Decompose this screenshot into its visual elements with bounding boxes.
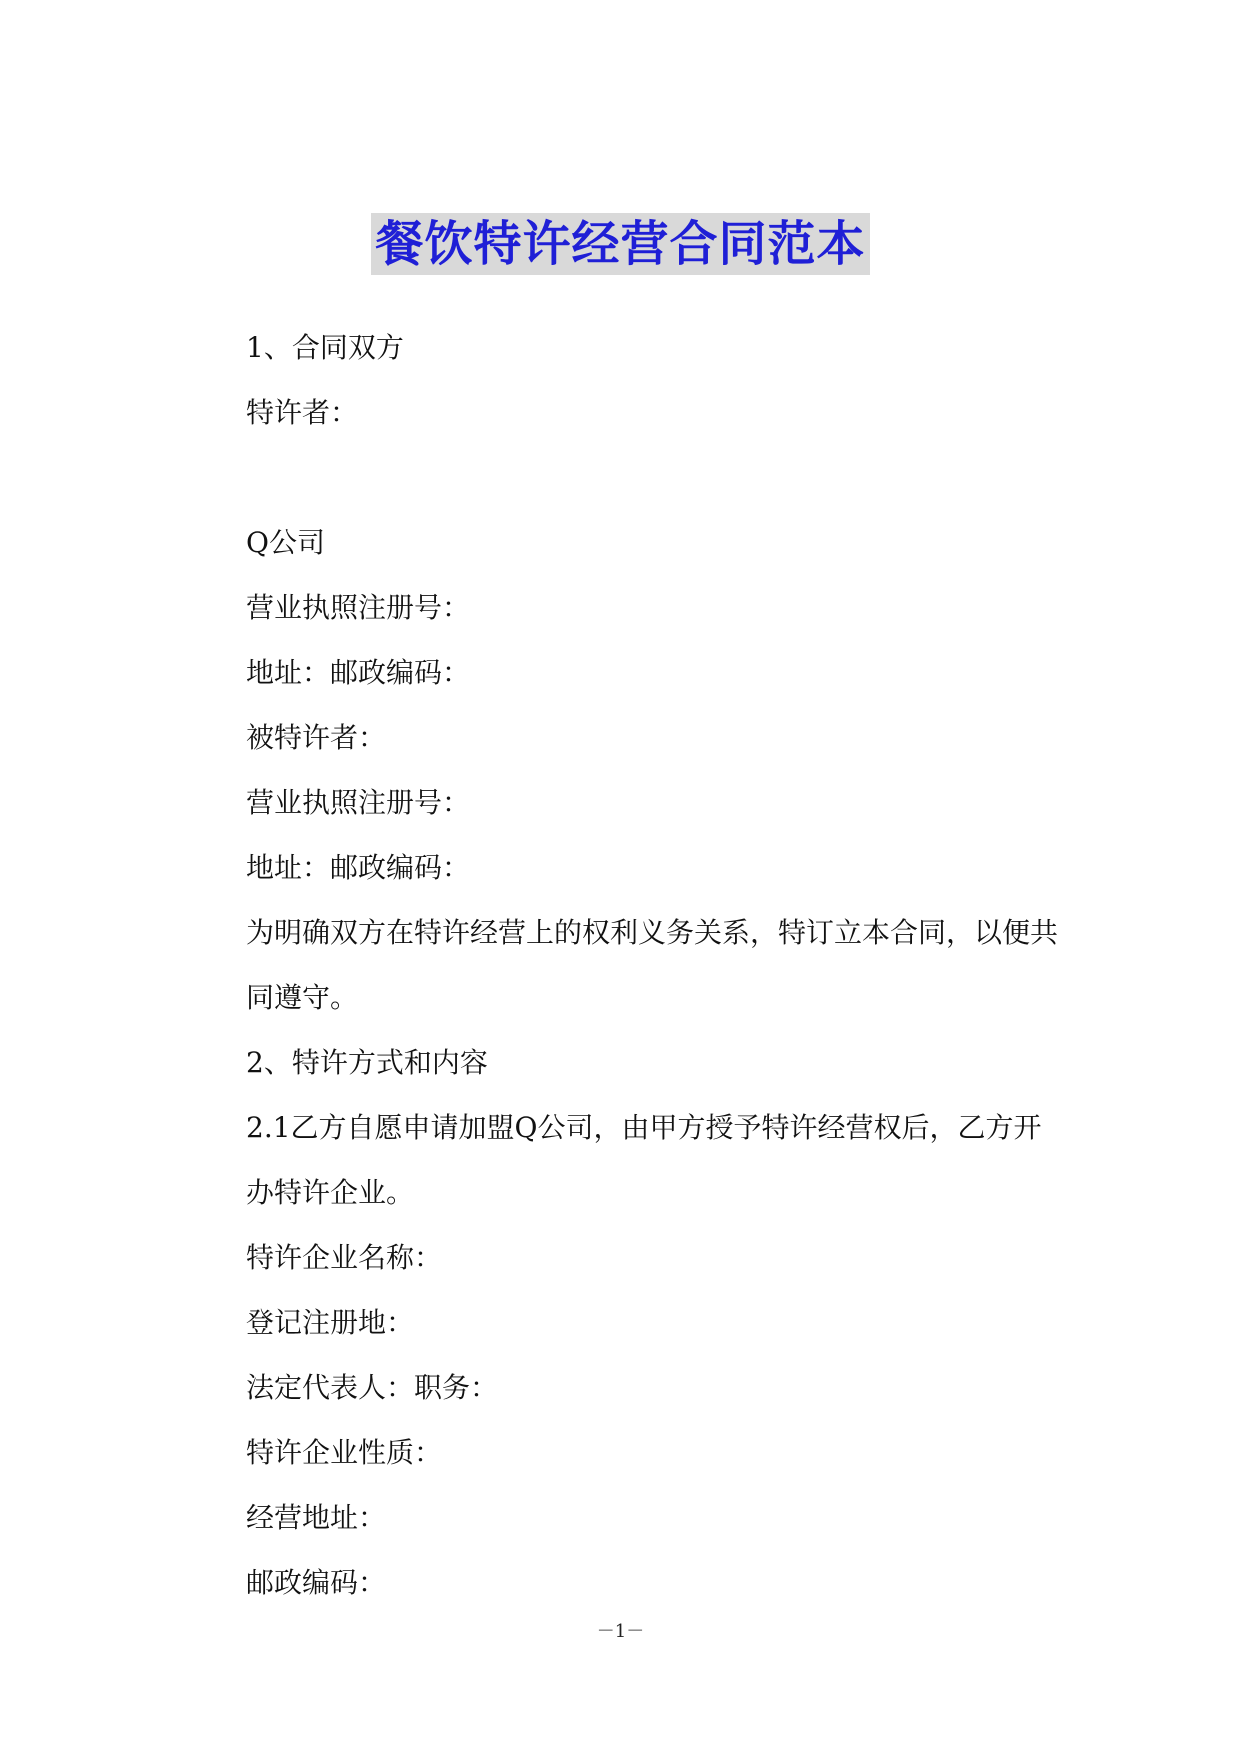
paragraph: 2.1乙方自愿申请加盟Q公司，由甲方授予特许经营权后，乙方开办特许企业。 (246, 1111, 1042, 1209)
paragraph: 登记注册地： (246, 1306, 415, 1339)
document-title: 餐饮特许经营合同范本 (371, 213, 869, 275)
paragraph: Q公司 (246, 526, 325, 559)
paragraph: 邮政编码： (246, 1566, 387, 1599)
paragraph: 地址：邮政编码： (246, 851, 471, 884)
paragraph: 特许者： (246, 396, 359, 429)
paragraph: 法定代表人：职务： (246, 1371, 499, 1404)
title-container (0, 213, 1241, 275)
blank-line (188, 445, 1058, 510)
paragraph: 营业执照注册号： (246, 786, 471, 819)
section-heading: 1、合同双方 (246, 331, 404, 364)
paragraph: 特许企业名称： (246, 1241, 443, 1274)
paragraph: 被特许者： (246, 721, 387, 754)
paragraph: 经营地址： (246, 1501, 387, 1534)
section-heading: 2、特许方式和内容 (246, 1046, 488, 1079)
document-body (188, 315, 1058, 1615)
page-number: －1－ (596, 1621, 645, 1642)
paragraph: 地址：邮政编码： (246, 656, 471, 689)
paragraph: 为明确双方在特许经营上的权利义务关系，特订立本合同，以便共同遵守。 (246, 916, 1059, 1014)
paragraph: 特许企业性质： (246, 1436, 443, 1469)
paragraph: 营业执照注册号： (246, 591, 471, 624)
